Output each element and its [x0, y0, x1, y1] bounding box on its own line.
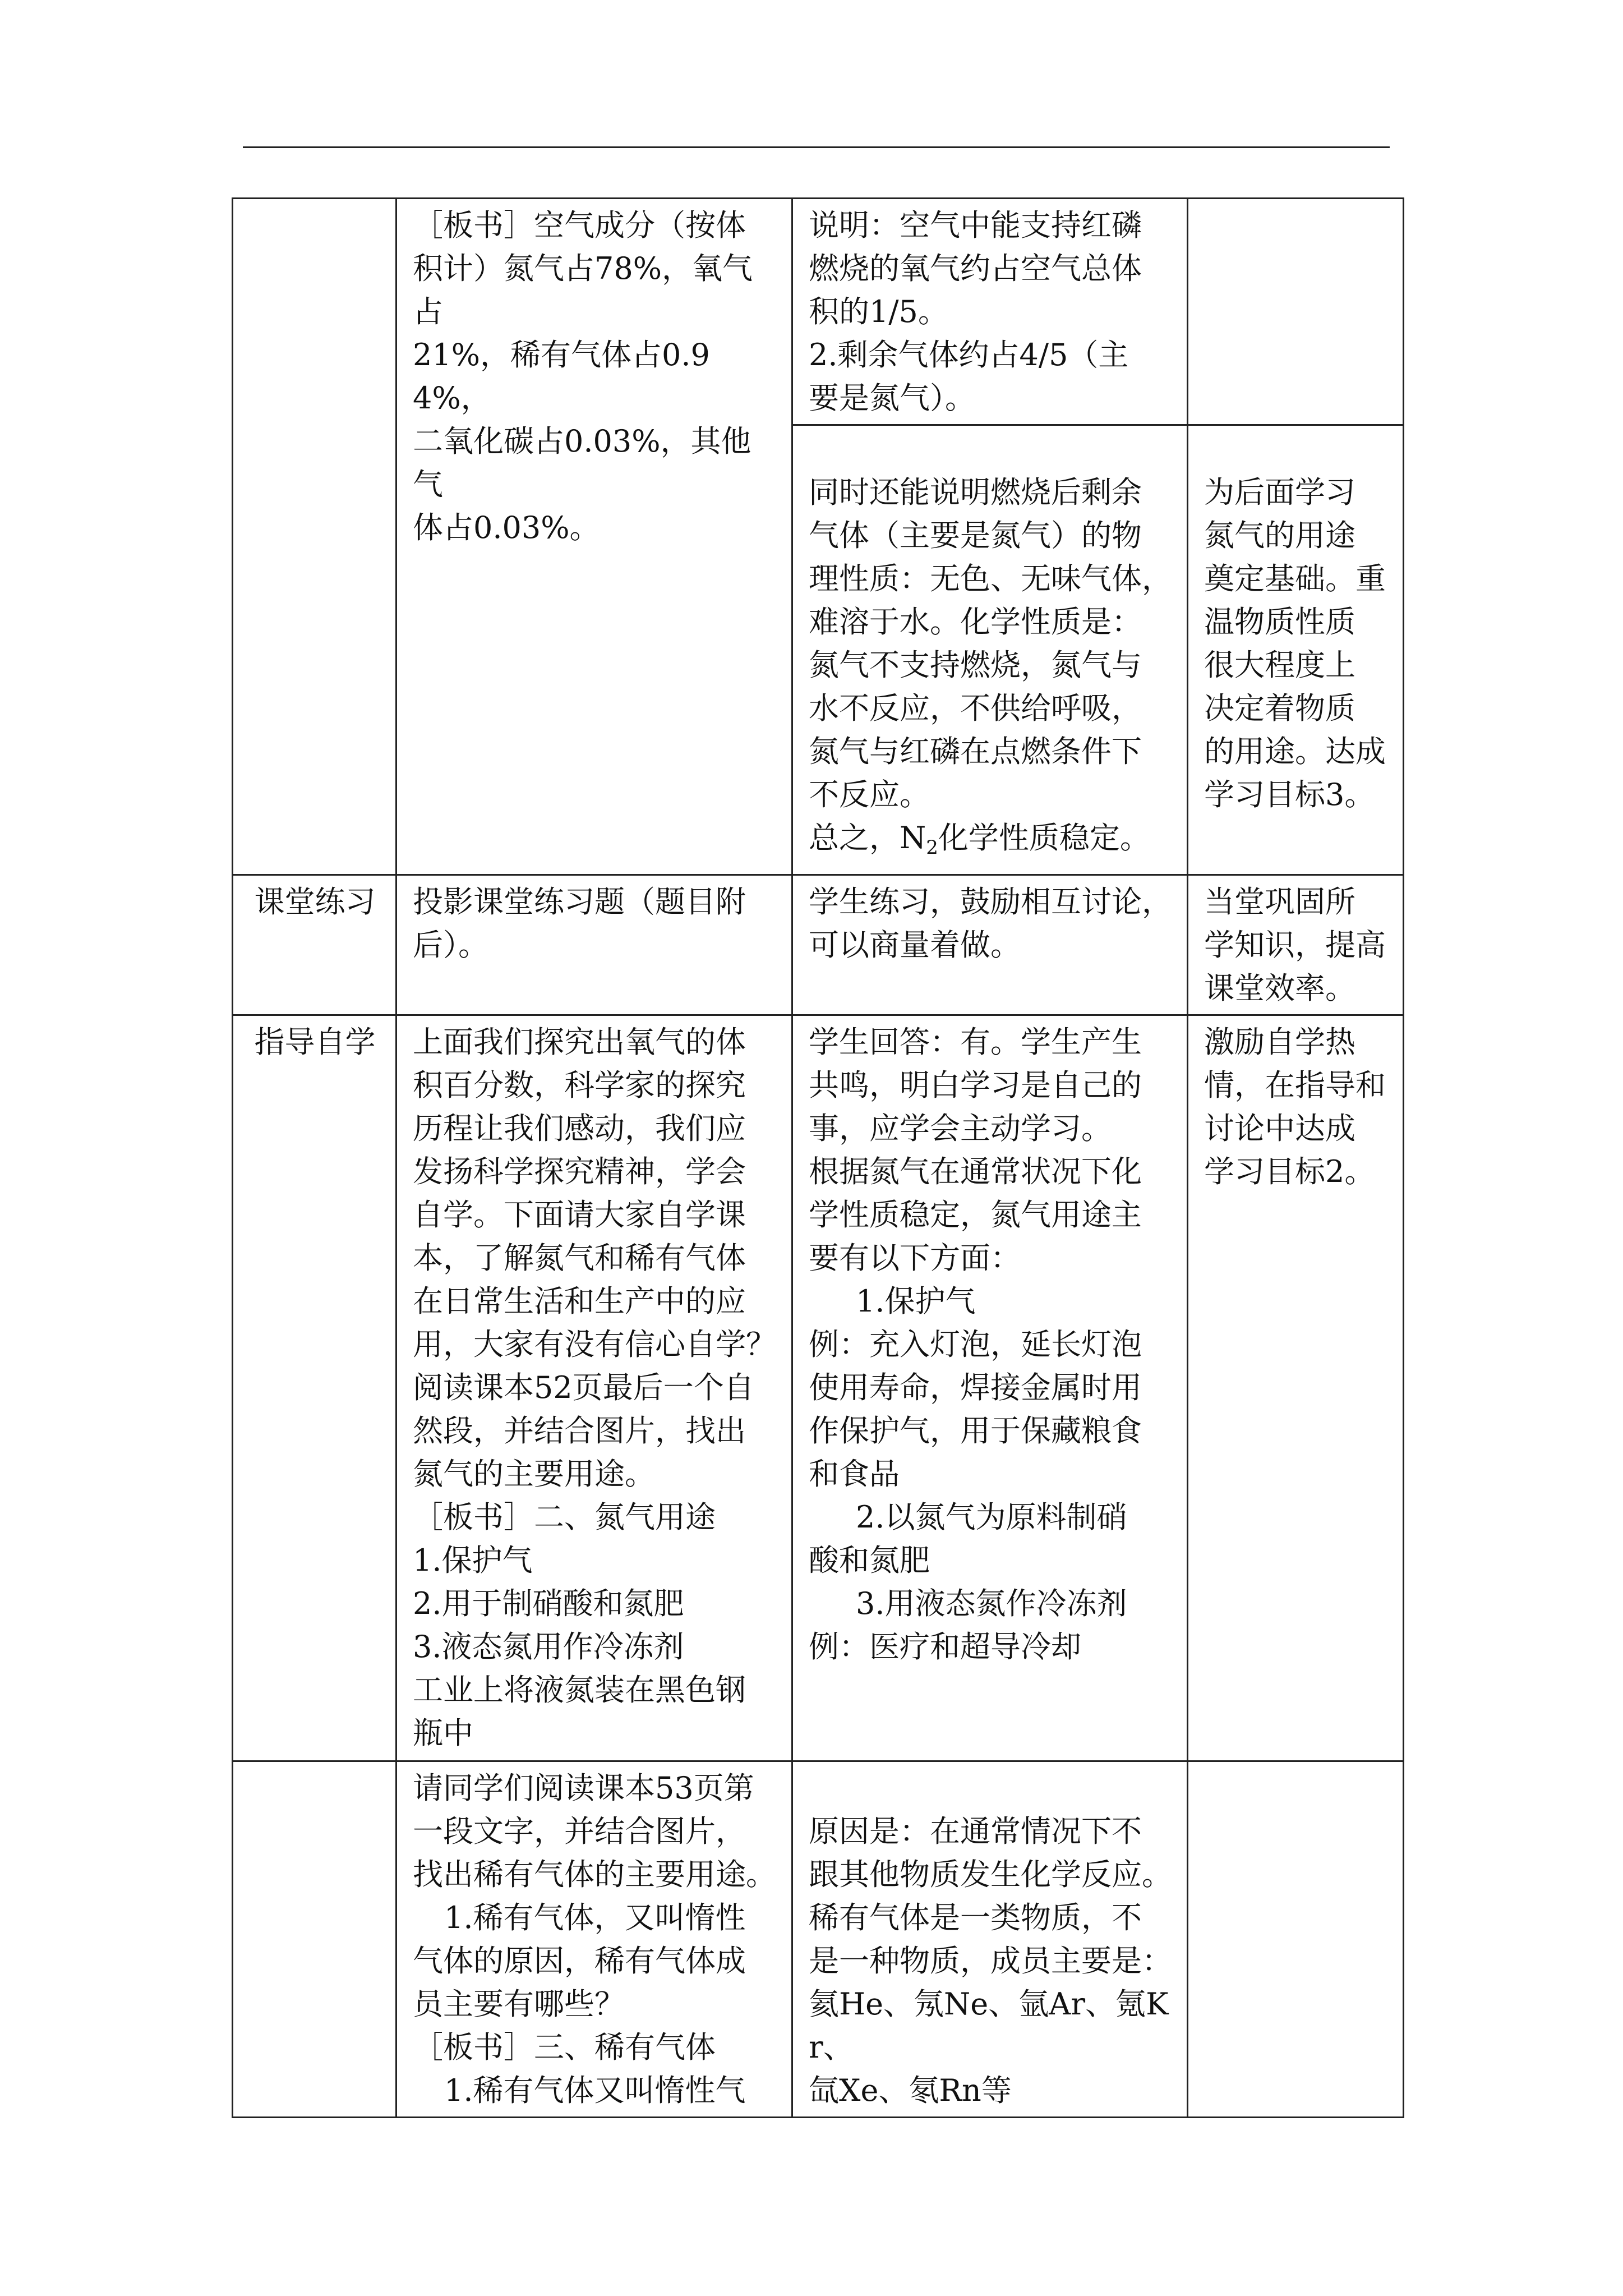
text-line: 积的1/5。 — [809, 294, 948, 329]
lesson-plan-table — [232, 197, 1404, 2118]
text-line: 阅读课本52页最后一个自 — [413, 1370, 754, 1405]
teacher-activity-cell — [396, 199, 792, 875]
text-line: 要有以下方面： — [809, 1240, 1021, 1276]
text-line: 和食品 — [809, 1456, 900, 1492]
text-line: 讨论中达成 — [1204, 1111, 1355, 1146]
text-line: 学习目标2。 — [1204, 1154, 1375, 1189]
text-line: ［板书］空气成分（按体 — [413, 208, 746, 243]
subscript-2: 2 — [926, 836, 938, 859]
text-line: 氮气的主要用途。 — [413, 1456, 655, 1492]
text-line: 情，在指导和 — [1204, 1068, 1386, 1103]
text-line: 氮气与红磷在点燃条件下 — [809, 734, 1142, 769]
text-line: 气体（主要是氮气）的物 — [809, 518, 1142, 553]
text-line: 然段，并结合图片，找出 — [413, 1413, 746, 1448]
text-line: 2.以氮气为原料制硝 — [856, 1499, 1127, 1535]
text-line: 难溶于水。化学性质是： — [809, 604, 1142, 639]
text-line: 要是氮气）。 — [809, 380, 975, 416]
text-line: 用，大家有没有信心自学？ — [413, 1327, 776, 1362]
design-intent-cell — [1188, 875, 1404, 1015]
text-line: 本，了解氮气和稀有气体 — [413, 1240, 746, 1276]
text-line: 酸和氮肥 — [809, 1543, 930, 1578]
text-line: 工业上将液氮装在黑色钢 — [413, 1672, 746, 1708]
text-line: 自学。下面请大家自学课 — [413, 1197, 746, 1232]
text-line: 2.用于制硝酸和氮肥 — [413, 1586, 684, 1621]
text-line: 共鸣，明白学习是自己的 — [809, 1068, 1142, 1103]
text-line: 1.保护气 — [856, 1283, 976, 1319]
design-intent-cell-empty — [1188, 199, 1404, 425]
text-line: 氙Xe、氡Rn等 — [809, 2073, 1012, 2108]
text-line: 21%，稀有气体占0.94%， — [413, 337, 710, 416]
text-line: 例：医疗和超导冷却 — [809, 1629, 1081, 1664]
student-activity-cell — [792, 199, 1188, 425]
text-line: 稀有气体是一类物质，不 — [809, 1900, 1142, 1935]
text-line: 激励自学热 — [1204, 1024, 1355, 1060]
text-line: 二氧化碳占0.03%，其他气 — [413, 424, 751, 502]
text-line: 请同学们阅读课本53页第 — [413, 1770, 754, 1806]
text-line: 使用寿命，焊接金属时用 — [809, 1370, 1142, 1405]
text-line: 氦He、氖Ne、氩Ar、氪Kr、 — [809, 1986, 1169, 2065]
text-line: 3.液态氮用作冷冻剂 — [413, 1629, 684, 1664]
text-line: 投影课堂练习题（题目附 — [413, 884, 746, 919]
text-line: 为后面学习 — [1204, 475, 1355, 510]
text-line: 事，应学会主动学习。 — [809, 1111, 1112, 1146]
text-line: 同时还能说明燃烧后剩余 — [809, 475, 1142, 510]
text-line: 温物质性质 — [1204, 604, 1355, 639]
text-line: 根据氮气在通常状况下化 — [809, 1154, 1142, 1189]
table-row-class-exercise — [233, 875, 1404, 1015]
text-line: 的用途。达成 — [1204, 734, 1386, 769]
text-line: 可以商量着做。 — [809, 927, 1021, 963]
text-line: 上面我们探究出氧气的体 — [413, 1024, 746, 1060]
stage-cell-empty — [233, 199, 396, 875]
table-row-air-composition — [233, 199, 1404, 425]
text-line: 2.剩余气体约占4/5（主 — [809, 337, 1129, 372]
stage-cell-empty — [233, 1761, 396, 2118]
design-intent-cell-empty — [1188, 1761, 1404, 2118]
text-line: 1.稀有气体又叫惰性气 — [444, 2073, 746, 2108]
text-line: 后）。 — [413, 927, 488, 963]
text-line: 发扬科学探究精神，学会 — [413, 1154, 746, 1189]
text-line: 跟其他物质发生化学反应。 — [809, 1857, 1172, 1892]
text-line: ［板书］二、氮气用途 — [413, 1499, 716, 1535]
text-line: 1.保护气 — [413, 1543, 533, 1578]
student-activity-cell — [792, 425, 1188, 875]
text-line: 学性质稳定，氮气用途主 — [809, 1197, 1142, 1232]
conclusion-prefix: 总之，N — [809, 820, 926, 855]
text-line: 找出稀有气体的主要用途。 — [413, 1857, 776, 1892]
conclusion-suffix: 化学性质稳定。 — [938, 820, 1150, 855]
text-line: 3.用液态氮作冷冻剂 — [856, 1586, 1127, 1621]
text-line: 体占0.03%。 — [413, 510, 600, 545]
text-line: 1.稀有气体，又叫惰性 — [444, 1900, 746, 1935]
text-line: 员主要有哪些？ — [413, 1986, 625, 2022]
text-line: 理性质：无色、无味气体， — [809, 561, 1172, 596]
text-line: 积计）氮气占78%，氧气占 — [413, 251, 753, 329]
text-line: 水不反应，不供给呼吸， — [809, 691, 1142, 726]
text-line: 说明：空气中能支持红磷 — [809, 208, 1142, 243]
text-line: 氮气不支持燃烧，氮气与 — [809, 647, 1142, 683]
text-line: 课堂效率。 — [1204, 970, 1355, 1006]
conclusion-line — [809, 816, 1172, 869]
text-line: 学知识，提高 — [1204, 927, 1386, 963]
stage-cell: 课堂练习 — [233, 875, 396, 1015]
text-line: 学习目标3。 — [1204, 777, 1375, 812]
table-row-guided-self-study — [233, 1015, 1404, 1761]
teacher-activity-cell — [396, 1761, 792, 2118]
text-line: 氮气的用途 — [1204, 518, 1355, 553]
text-line: 是一种物质，成员主要是： — [809, 1943, 1172, 1978]
design-intent-cell — [1188, 1015, 1404, 1761]
text-line: 很大程度上 — [1204, 647, 1355, 683]
teacher-activity-cell — [396, 1015, 792, 1761]
design-intent-cell — [1188, 425, 1404, 875]
text-line: 不反应。 — [809, 777, 930, 812]
text-line: 在日常生活和生产中的应 — [413, 1283, 746, 1319]
text-line: 气体的原因，稀有气体成 — [413, 1943, 746, 1978]
text-line: 作保护气，用于保藏粮食 — [809, 1413, 1142, 1448]
text-line: ［板书］三、稀有气体 — [413, 2030, 716, 2065]
stage-cell: 指导自学 — [233, 1015, 396, 1761]
text-line: 瓶中 — [413, 1715, 473, 1751]
text-line: 积百分数，科学家的探究 — [413, 1068, 746, 1103]
student-activity-cell — [792, 1761, 1188, 2118]
text-line: 决定着物质 — [1204, 691, 1355, 726]
text-line: 奠定基础。重 — [1204, 561, 1386, 596]
text-line: 学生练习，鼓励相互讨论， — [809, 884, 1172, 919]
text-line: 一段文字，并结合图片， — [413, 1814, 746, 1849]
text-line: 当堂巩固所 — [1204, 884, 1355, 919]
text-line: 历程让我们感动，我们应 — [413, 1111, 746, 1146]
text-line: 例：充入灯泡，延长灯泡 — [809, 1327, 1142, 1362]
text-line: 原因是：在通常情况下不 — [809, 1814, 1142, 1849]
text-line: 学生回答：有。学生产生 — [809, 1024, 1142, 1060]
teacher-activity-cell — [396, 875, 792, 1015]
header-rule — [243, 146, 1390, 148]
student-activity-cell — [792, 1015, 1188, 1761]
text-line: 燃烧的氧气约占空气总体 — [809, 251, 1142, 286]
student-activity-cell — [792, 875, 1188, 1015]
table-row-rare-gases — [233, 1761, 1404, 2118]
